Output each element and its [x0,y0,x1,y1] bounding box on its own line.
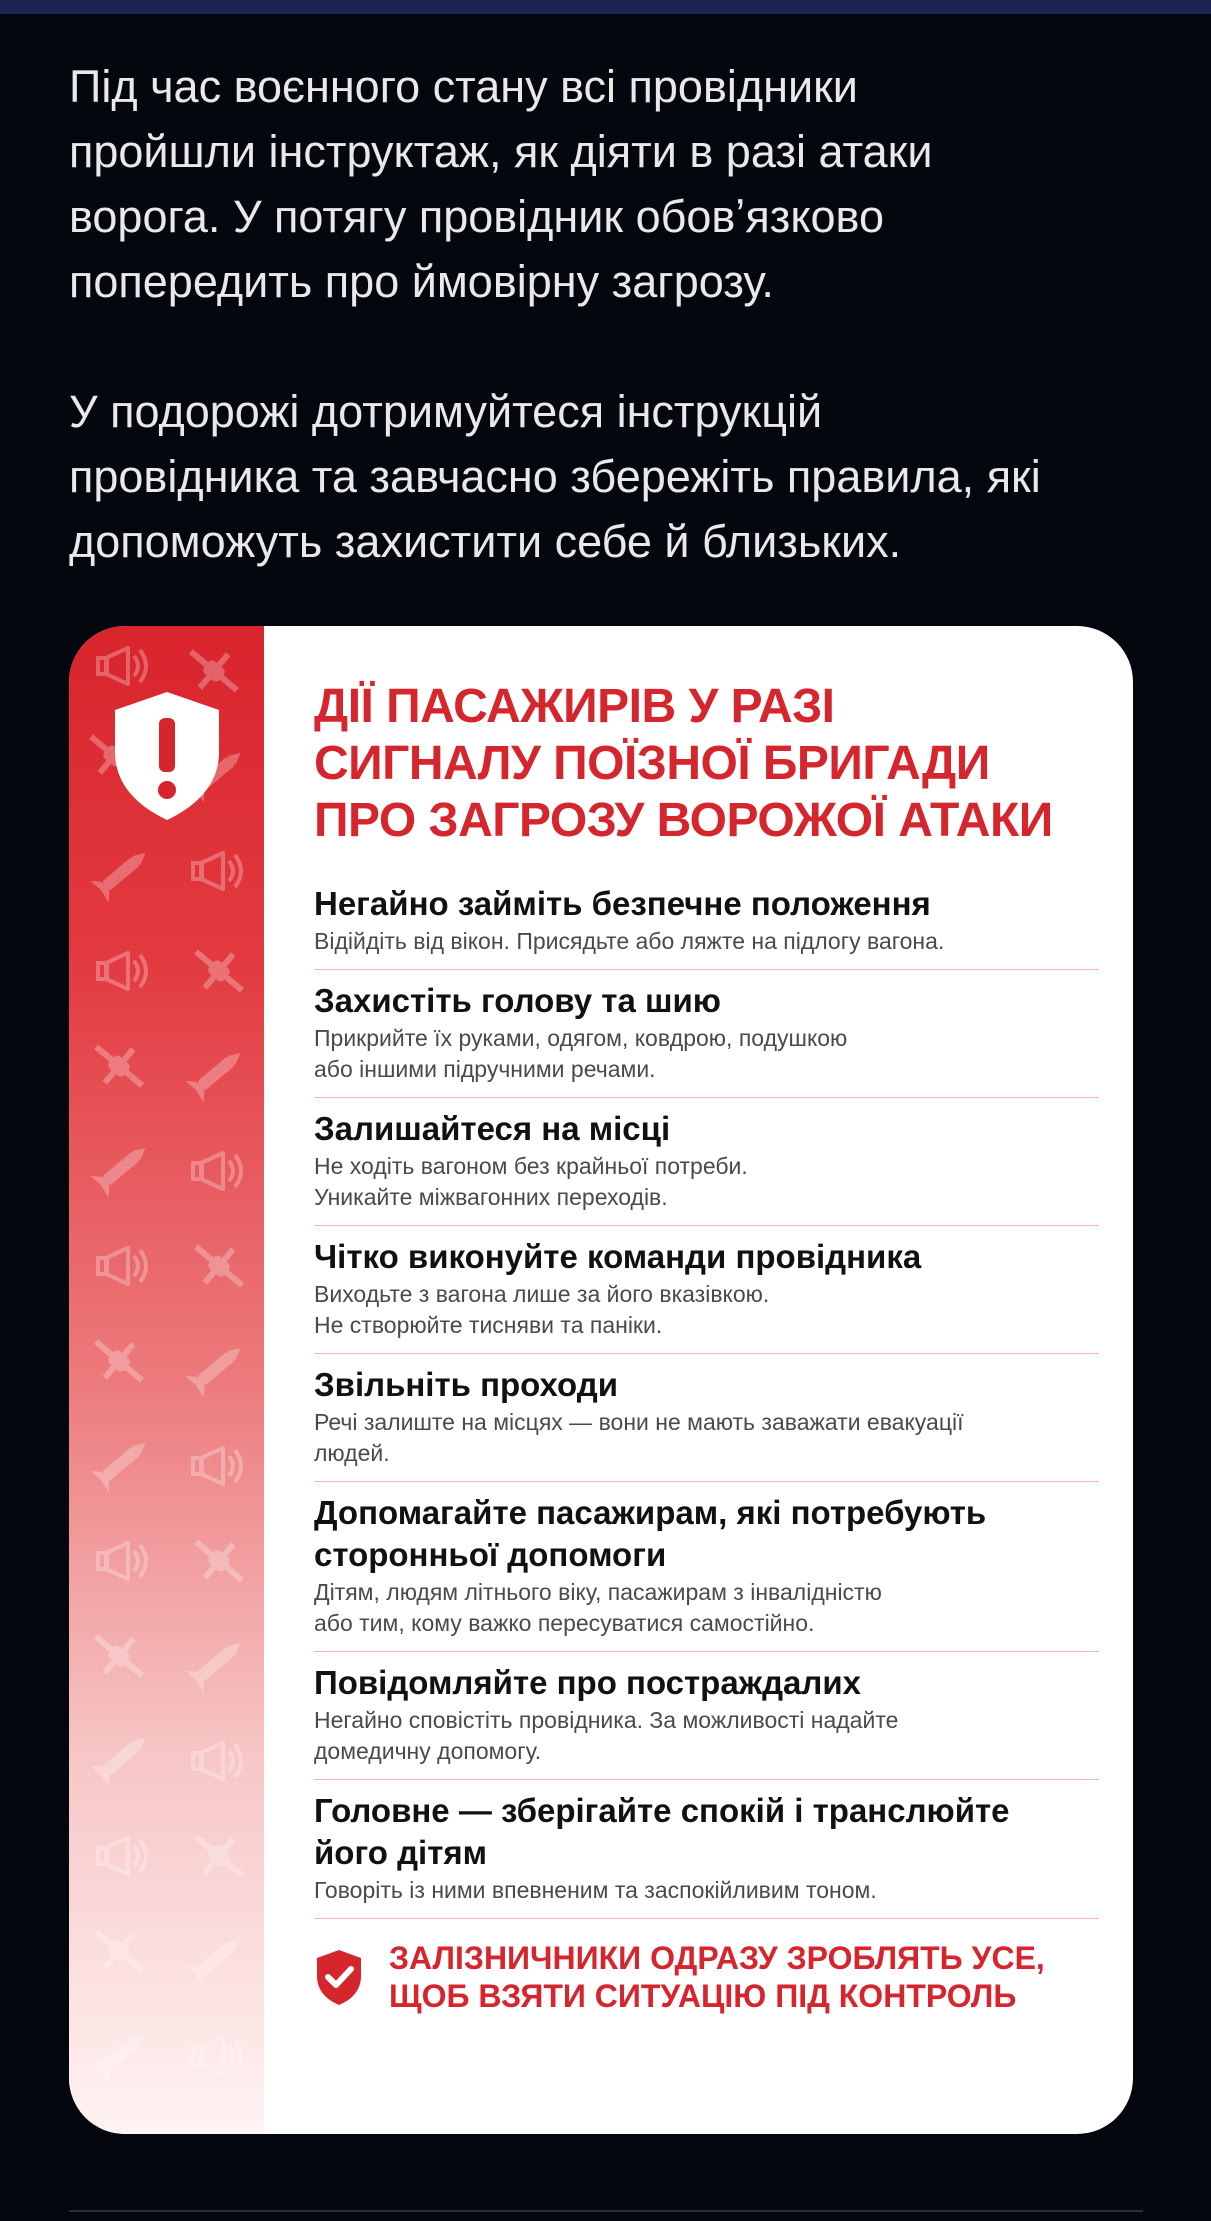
rule-item [314,873,1099,970]
rule-title: Головне — зберігайте спокій і транслюйте його дітям [314,1792,1010,1871]
side-pattern-strip [69,626,264,2134]
top-accent-bar [0,0,1211,14]
rule-item [314,1780,1099,1919]
rule-item [314,1098,1099,1226]
footer-note [314,1939,1099,2015]
pattern-icons [69,626,264,2134]
rules-list [314,873,1099,1919]
rule-item [314,1652,1099,1780]
rule-description: Відійдіть від вікон. Присядьте або ляжте на підлогу вагона. [314,928,945,954]
rule-title: Чітко виконуйте команди провідника [314,1238,922,1275]
rule-description: Дітям, людям літнього віку, пасажирам з інвалідністю або тим, кому важко пересуватися самостійно. [314,1579,882,1636]
intro-text [69,54,1159,574]
safety-instructions-card [69,626,1133,2134]
intro-paragraph-1: Під час воєнного стану всі провідники пройшли інструктаж, як діяти в разі атаки ворога. У потягу провідник обовʼязково попередить про ймовірну загрозу. [69,61,933,307]
rule-title: Повідомляйте про постраждалих [314,1664,861,1701]
card-content [314,678,1099,2015]
rule-item [314,970,1099,1098]
rule-item [314,1354,1099,1482]
rule-description: Негайно сповістіть провідника. За можливості надайте домедичну допомогу. [314,1707,899,1764]
rule-description: Говоріть із ними впевненим та заспокійливим тоном. [314,1877,877,1903]
footer-text: ЗАЛІЗНИЧНИКИ ОДРАЗУ ЗРОБЛЯТЬ УСЕ, ЩОБ ВЗЯТИ СИТУАЦІЮ ПІД КОНТРОЛЬ [389,1940,1045,2014]
rule-title: Захистіть голову та шию [314,982,721,1019]
intro-paragraph-2: У подорожі дотримуйтеся інструкцій провідника та завчасно збережіть правила, які допоможуть захистити себе й близьких. [69,386,1041,567]
bottom-divider [69,2210,1143,2212]
rule-description: Не ходіть вагоном без крайньої потреби. Уникайте міжвагонних переходів. [314,1153,748,1210]
shield-check-icon [314,1947,364,2007]
card-title: ДІЇ ПАСАЖИРІВ У РАЗІ СИГНАЛУ ПОЇЗНОЇ БРИГАДИ ПРО ЗАГРОЗУ ВОРОЖОЇ АТАКИ [314,680,1053,847]
rule-title: Звільніть проходи [314,1366,619,1403]
rule-title: Негайно займіть безпечне положення [314,885,931,922]
rule-description: Виходьте з вагона лише за його вказівкою. Не створюйте тисняви та паніки. [314,1281,770,1338]
rule-title: Допомагайте пасажирам, які потребують сторонньої допомоги [314,1494,987,1573]
rule-item [314,1226,1099,1354]
rule-item [314,1482,1099,1652]
rule-title: Залишайтеся на місці [314,1110,671,1147]
shield-exclamation-icon [107,686,227,826]
rule-description: Прикрийте їх руками, одягом, ковдрою, подушкою або іншими підручними речами. [314,1025,848,1082]
rule-description: Речі залиште на місцях — вони не мають заважати евакуації людей. [314,1409,964,1466]
